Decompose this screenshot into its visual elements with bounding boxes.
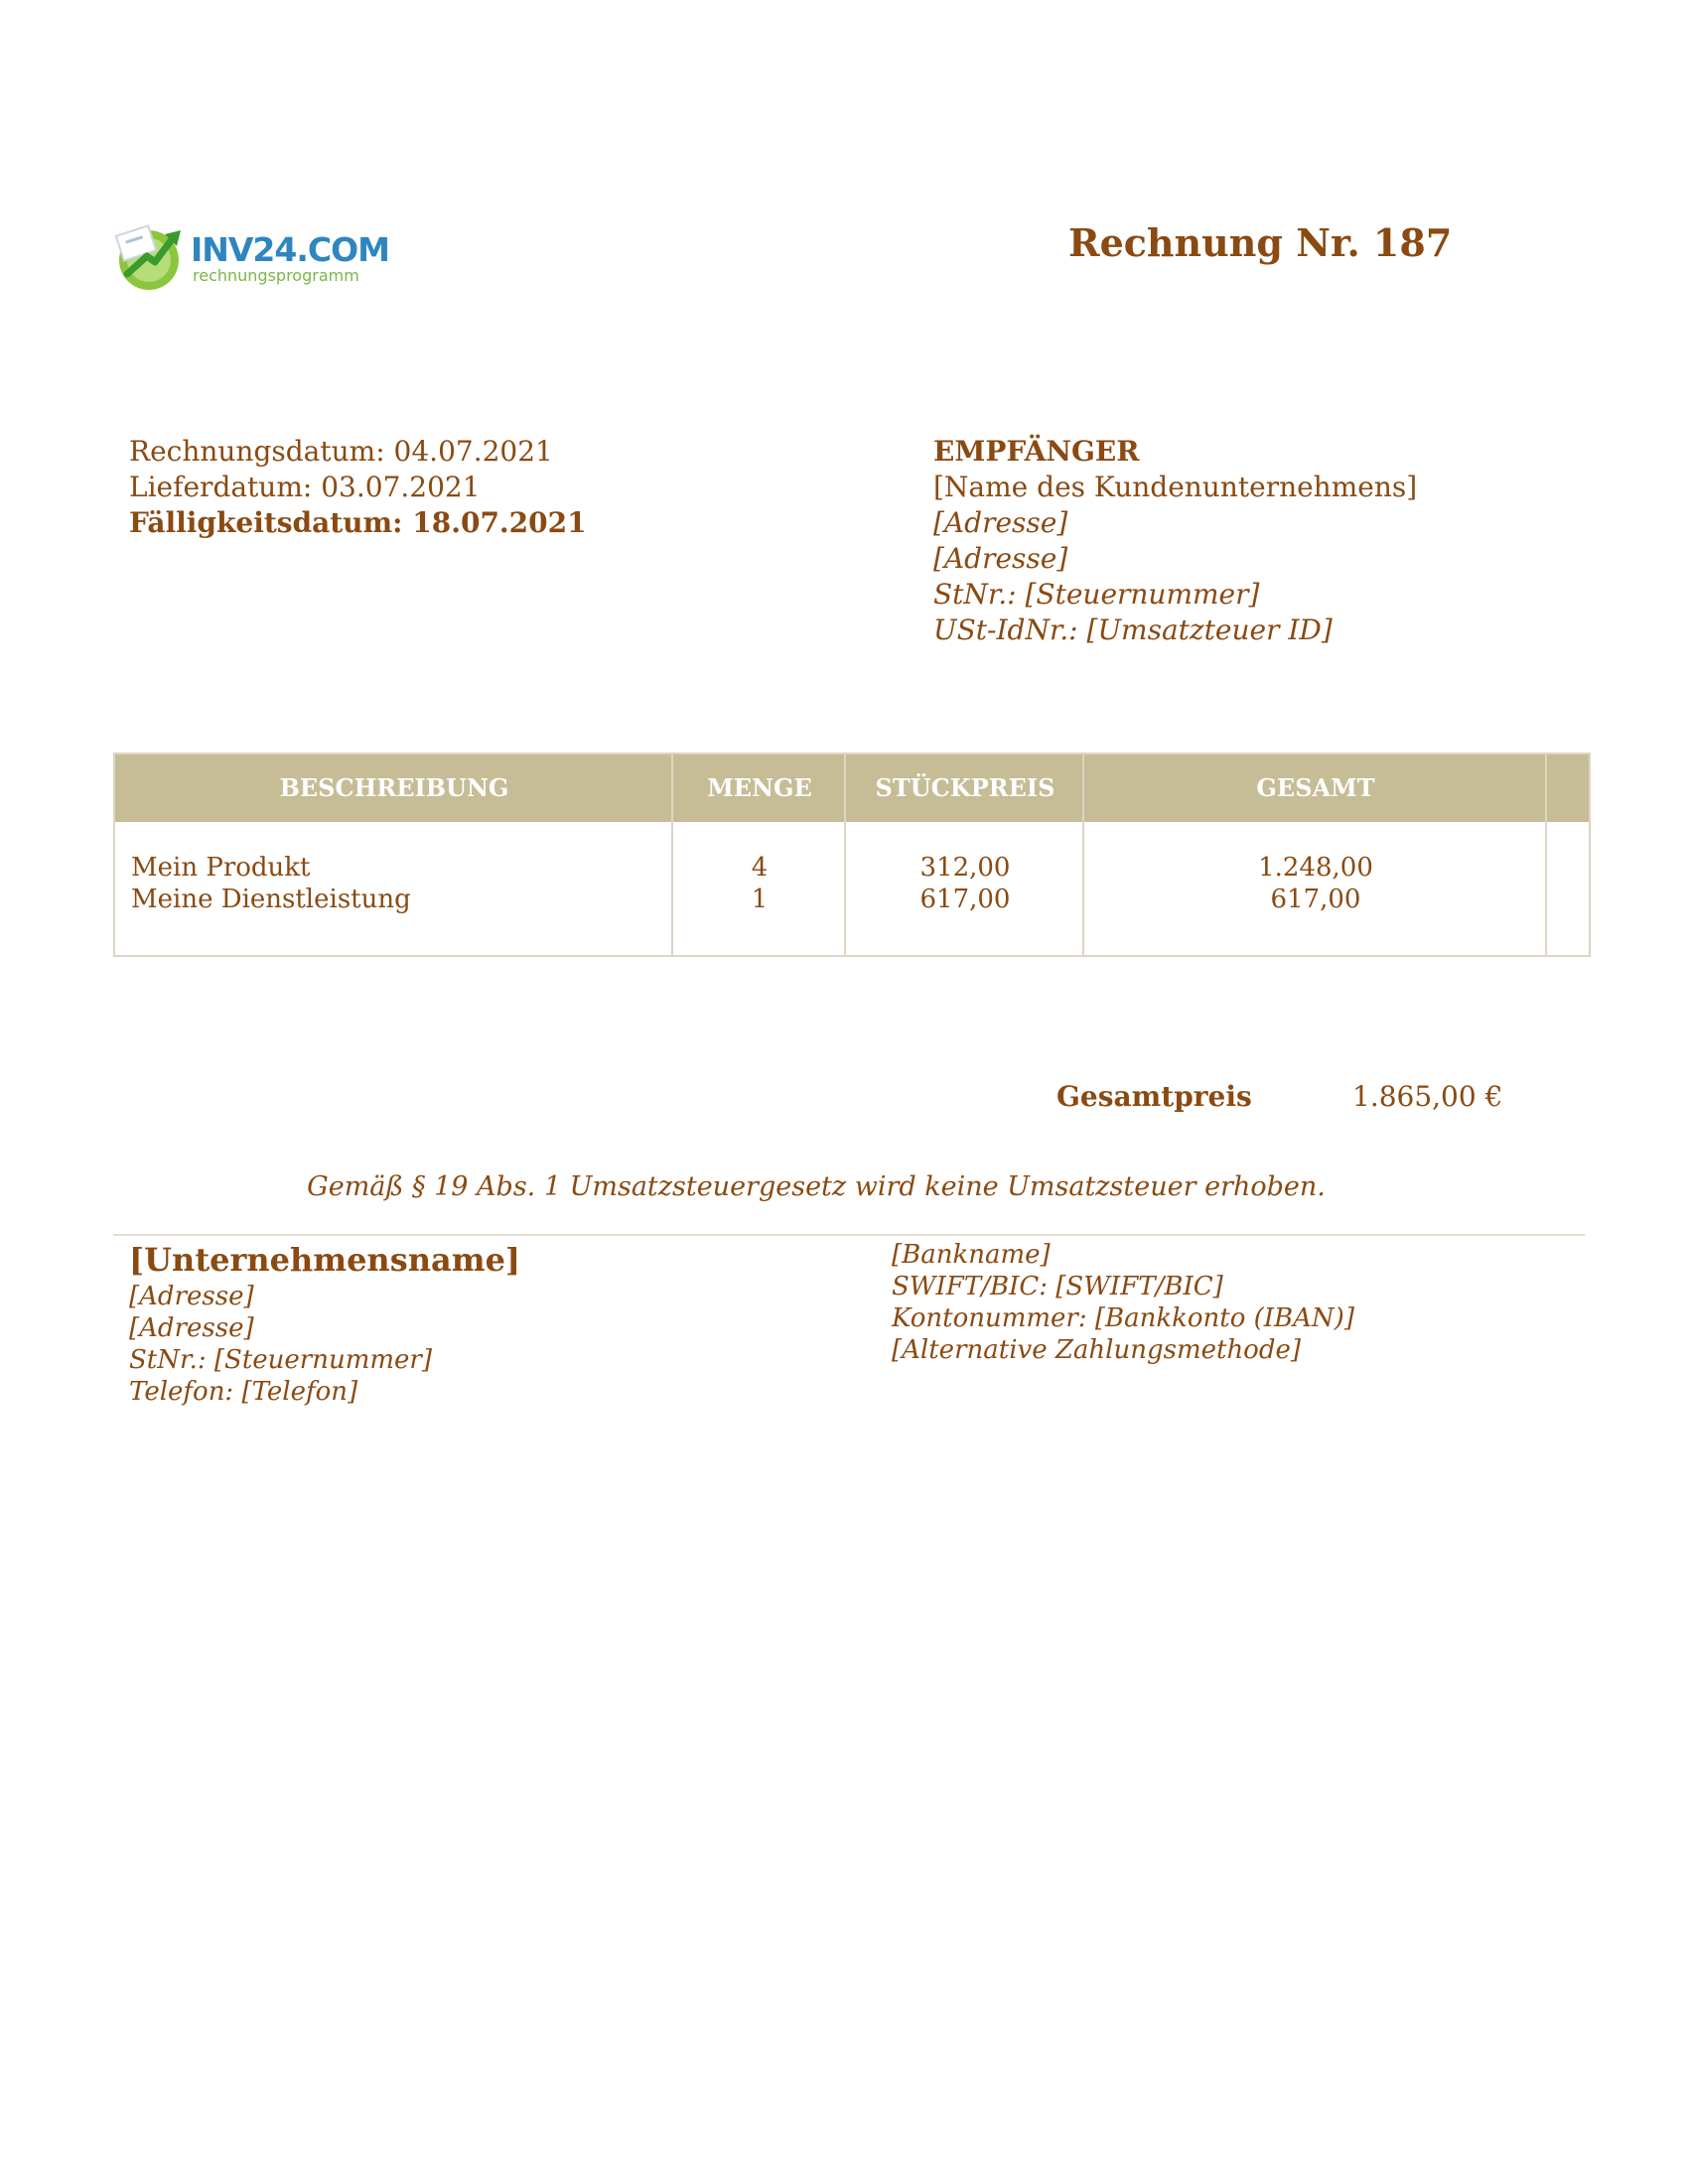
items-table [113, 752, 1591, 957]
company-logo [113, 216, 390, 298]
recipient-tax-number: StNr.: [Steuernummer] [933, 578, 1260, 611]
row-1-total: 1.248,00 [1258, 853, 1373, 883]
row-1-unit-price: 312,00 [919, 853, 1011, 883]
footer-bank-block [892, 1239, 1354, 1366]
table-header-row [115, 754, 1589, 822]
company-name: [Unternehmensname] [129, 1241, 521, 1279]
invoice-dates [129, 434, 587, 541]
header-description: BESCHREIBUNG [279, 773, 509, 802]
total-value: 1.865,00 € [1352, 1080, 1503, 1113]
company-phone: Telefon: [Telefon] [129, 1377, 358, 1407]
recipient-heading: EMPFÄNGER [933, 435, 1140, 468]
recipient-block [933, 434, 1417, 648]
bank-name: [Bankname] [892, 1240, 1051, 1270]
alternative-payment: [Alternative Zahlungsmethode] [892, 1335, 1302, 1365]
recipient-address-1: [Adresse] [933, 506, 1068, 539]
total-label: Gesamtpreis [1056, 1080, 1252, 1113]
due-date: Fälligkeitsdatum: 18.07.2021 [129, 506, 587, 539]
company-tax-number: StNr.: [Steuernummer] [129, 1345, 432, 1375]
row-1-description: Mein Produkt [131, 853, 311, 883]
bank-swift: SWIFT/BIC: [SWIFT/BIC] [892, 1272, 1223, 1301]
header-total: GESAMT [1256, 773, 1375, 802]
logo-subtitle: rechnungsprogramm [193, 266, 359, 285]
row-2-total: 617,00 [1270, 885, 1361, 914]
header-extra [1547, 754, 1589, 822]
recipient-address-2: [Adresse] [933, 542, 1068, 575]
company-address-1: [Adresse] [129, 1282, 254, 1311]
recipient-company: [Name des Kundenunternehmens] [933, 471, 1418, 503]
tax-exemption-note: Gemäß § 19 Abs. 1 Umsatzsteuergesetz wird keine Umsatzsteuer erhoben. [307, 1171, 1326, 1202]
footer-divider [113, 1234, 1585, 1236]
bank-account: Kontonummer: [Bankkonto (IBAN)] [892, 1303, 1354, 1333]
invoice-date: Rechnungsdatum: 04.07.2021 [129, 435, 553, 468]
row-2-unit-price: 617,00 [919, 885, 1011, 914]
invoice-title: Rechnung Nr. 187 [1068, 220, 1453, 265]
recipient-vat-id: USt-IdNr.: [Umsatzteuer ID] [933, 614, 1333, 646]
header-unit-price: STÜCKPREIS [875, 773, 1055, 802]
logo-icon [113, 216, 189, 298]
company-address-2: [Adresse] [129, 1313, 254, 1343]
logo-name: INV24.COM [191, 230, 390, 269]
header-quantity: MENGE [707, 773, 812, 802]
row-2-description: Meine Dienstleistung [131, 885, 411, 914]
row-2-quantity: 1 [751, 885, 769, 914]
row-1-quantity: 4 [751, 853, 769, 883]
footer-company-block [129, 1239, 520, 1408]
delivery-date: Lieferdatum: 03.07.2021 [129, 471, 481, 503]
